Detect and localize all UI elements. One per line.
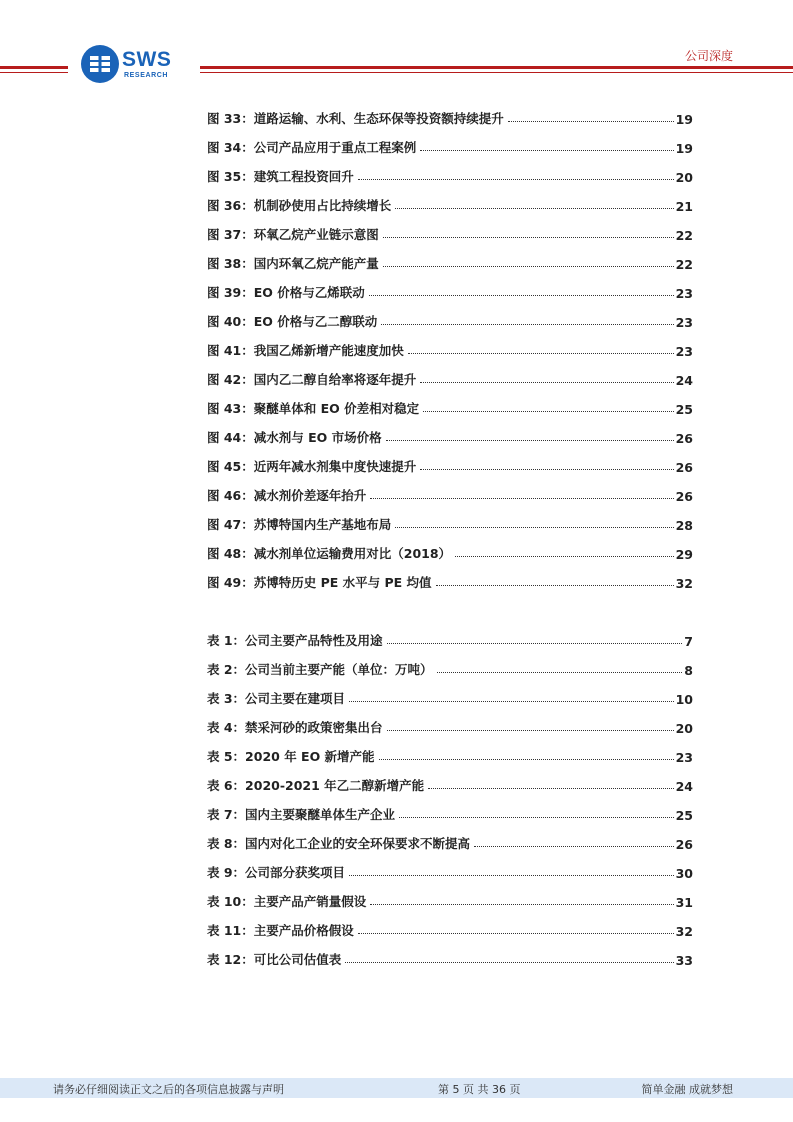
toc-entry[interactable] (207, 417, 693, 446)
toc-entry[interactable] (207, 678, 693, 707)
toc-entry[interactable] (207, 330, 693, 359)
leader-dots (455, 555, 674, 557)
leader-dots (383, 265, 674, 267)
header-rule (0, 66, 68, 69)
toc-entry-title: 表 1：公司主要产品特性及用途 (207, 633, 383, 648)
toc-entry[interactable] (207, 272, 693, 301)
toc-entry-title: 表 4：禁采河砂的政策密集出台 (207, 720, 383, 735)
toc-entry[interactable] (207, 765, 693, 794)
toc-entry-page: 32 (675, 576, 693, 591)
toc-entry-title: 图 39：EO 价格与乙烯联动 (207, 285, 365, 300)
toc-entry-page: 22 (675, 228, 693, 243)
toc-entry-page: 24 (675, 779, 693, 794)
toc-entry-title: 图 48：减水剂单位运输费用对比（2018） (207, 546, 452, 561)
toc-entry-title: 表 9：公司部分获奖项目 (207, 865, 346, 880)
toc-entry[interactable] (207, 98, 693, 127)
toc-entry-title: 表 12：可比公司估值表 (207, 952, 342, 967)
toc-entry[interactable] (207, 446, 693, 475)
leader-dots (420, 468, 673, 470)
toc-entry-page: 23 (675, 315, 693, 330)
toc-entry-title: 图 41：我国乙烯新增产能速度加快 (207, 343, 404, 358)
toc-entry-title: 图 46：减水剂价差逐年抬升 (207, 488, 367, 503)
toc-entry[interactable] (207, 504, 693, 533)
leader-dots (379, 758, 674, 760)
toc-entry[interactable] (207, 649, 693, 678)
toc-entry-page: 33 (675, 953, 693, 968)
toc-entry-page: 21 (675, 199, 693, 214)
toc-entry[interactable] (207, 243, 693, 272)
toc-entry-title: 表 3：公司主要在建项目 (207, 691, 346, 706)
toc-entry-page: 20 (675, 721, 693, 736)
toc-entry-page: 24 (675, 373, 693, 388)
toc-entry-page: 32 (675, 924, 693, 939)
toc-entry[interactable] (207, 359, 693, 388)
leader-dots (474, 845, 674, 847)
toc-entry-title: 表 11：主要产品价格假设 (207, 923, 354, 938)
toc-entry-page: 23 (675, 344, 693, 359)
toc-entry-page: 29 (675, 547, 693, 562)
header-rule-thin (0, 72, 68, 73)
page-footer (0, 1078, 793, 1098)
toc-entry-page: 23 (675, 286, 693, 301)
leader-dots (420, 149, 673, 151)
header-rule-thin (200, 72, 793, 73)
toc-entry-page: 30 (675, 866, 693, 881)
toc-entry[interactable] (207, 156, 693, 185)
toc-entry-title: 表 5：2020 年 EO 新增产能 (207, 749, 375, 764)
sws-logo-icon (80, 44, 120, 84)
toc-entry-title: 图 33：道路运输、水利、生态环保等投资额持续提升 (207, 111, 504, 126)
leader-dots (370, 497, 673, 499)
toc-entry-title: 图 40：EO 价格与乙二醇联动 (207, 314, 378, 329)
toc-entry-page: 25 (675, 808, 693, 823)
leader-dots (408, 352, 674, 354)
toc-entry[interactable] (207, 736, 693, 765)
toc-entry-page: 26 (675, 460, 693, 475)
leader-dots (349, 700, 674, 702)
toc-entry-page: 28 (675, 518, 693, 533)
leader-dots (358, 178, 674, 180)
leader-dots (349, 874, 674, 876)
toc-entry-title: 图 47：苏博特国内生产基地布局 (207, 517, 392, 532)
toc-entry[interactable] (207, 185, 693, 214)
toc-entry[interactable] (207, 214, 693, 243)
leader-dots (358, 932, 674, 934)
toc-entry-title: 表 8：国内对化工企业的安全环保要求不断提高 (207, 836, 471, 851)
toc-entry[interactable] (207, 707, 693, 736)
toc-entry[interactable] (207, 794, 693, 823)
toc-entry[interactable] (207, 127, 693, 156)
list-of-tables (207, 620, 693, 968)
toc-entry-page: 23 (675, 750, 693, 765)
footer-page-number: 第 5 页 共 36 页 (438, 1083, 521, 1096)
leader-dots (395, 207, 673, 209)
logo-subtext: RESEARCH (124, 72, 169, 79)
toc-entry-page: 19 (675, 112, 693, 127)
section-label: 公司深度 (684, 49, 733, 63)
toc-entry-title: 图 35：建筑工程投资回升 (207, 169, 354, 184)
leader-dots (395, 526, 673, 528)
toc-entry-title: 图 49：苏博特历史 PE 水平与 PE 均值 (207, 575, 432, 590)
list-of-figures (207, 98, 693, 591)
toc-entry-page: 26 (675, 431, 693, 446)
leader-dots (369, 294, 674, 296)
toc-entry[interactable] (207, 533, 693, 562)
toc-entry-title: 表 2：公司当前主要产能（单位：万吨） (207, 662, 433, 677)
leader-dots (383, 236, 674, 238)
toc-entry[interactable] (207, 910, 693, 939)
toc-entry-title: 表 10：主要产品产销量假设 (207, 894, 367, 909)
leader-dots (381, 323, 673, 325)
toc-entry[interactable] (207, 939, 693, 968)
leader-dots (420, 381, 673, 383)
toc-entry-page: 10 (675, 692, 693, 707)
toc-entry[interactable] (207, 562, 693, 591)
leader-dots (387, 729, 674, 731)
leader-dots (370, 903, 673, 905)
toc-entry-page: 20 (675, 170, 693, 185)
toc-entry-page: 26 (675, 489, 693, 504)
leader-dots (508, 120, 674, 122)
footer-disclaimer: 请务必仔细阅读正文之后的各项信息披露与声明 (53, 1083, 284, 1096)
leader-dots (437, 671, 683, 673)
toc-entry-title: 表 7：国内主要聚醚单体生产企业 (207, 807, 396, 822)
toc-entry-title: 图 45：近两年减水剂集中度快速提升 (207, 459, 417, 474)
toc-entry[interactable] (207, 301, 693, 330)
toc-entry-page: 25 (675, 402, 693, 417)
toc-entry-title: 图 37：环氧乙烷产业链示意图 (207, 227, 379, 242)
toc-entry-page: 22 (675, 257, 693, 272)
toc-entry-title: 表 6：2020-2021 年乙二醇新增产能 (207, 778, 425, 793)
logo-text: SWS (122, 48, 172, 71)
toc-entry[interactable] (207, 823, 693, 852)
toc-entry-title: 图 34：公司产品应用于重点工程案例 (207, 140, 417, 155)
toc-entry-title: 图 42：国内乙二醇自给率将逐年提升 (207, 372, 417, 387)
toc-entry[interactable] (207, 475, 693, 504)
leader-dots (386, 439, 674, 441)
leader-dots (436, 584, 674, 586)
toc-entry-title: 图 44：减水剂与 EO 市场价格 (207, 430, 382, 445)
leader-dots (399, 816, 674, 818)
leader-dots (428, 787, 673, 789)
toc-entry-title: 图 43：聚醚单体和 EO 价差相对稳定 (207, 401, 420, 416)
toc-entry-page: 31 (675, 895, 693, 910)
toc-entry-page: 8 (684, 663, 693, 678)
leader-dots (423, 410, 673, 412)
toc-entry-page: 7 (684, 634, 693, 649)
sws-logo (80, 44, 190, 84)
toc-entry-title: 图 38：国内环氧乙烷产能产量 (207, 256, 379, 271)
leader-dots (345, 961, 673, 963)
header-rule (200, 66, 793, 69)
toc-entry-title: 图 36：机制砂使用占比持续增长 (207, 198, 392, 213)
toc-entry-page: 19 (675, 141, 693, 156)
footer-slogan: 简单金融 成就梦想 (641, 1083, 733, 1096)
toc-entry[interactable] (207, 388, 693, 417)
toc-entry[interactable] (207, 852, 693, 881)
toc-entry[interactable] (207, 881, 693, 910)
toc-entry[interactable] (207, 620, 693, 649)
leader-dots (387, 642, 683, 644)
toc-entry-page: 26 (675, 837, 693, 852)
